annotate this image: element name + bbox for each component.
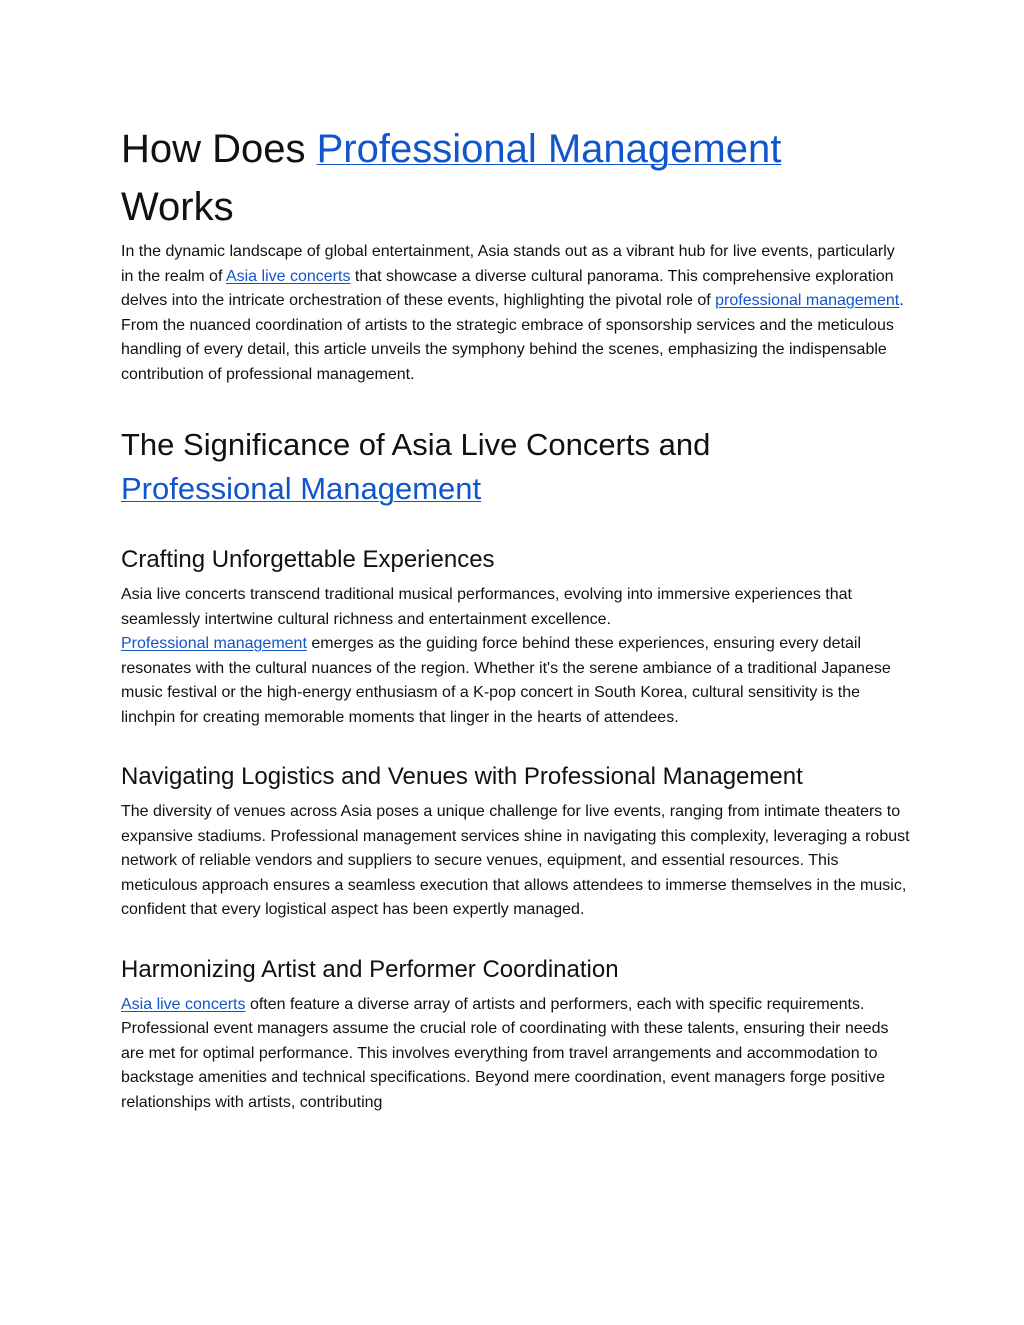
- title-prefix: How Does: [121, 127, 317, 171]
- intro-text-3: . From the nuanced coordination of artists to the strategic embrace of sponsorship services and the meticulous handling of every detail, this article unveils the symphony behind the scenes, emphasizing the indispensable contribution of professional management.: [121, 292, 904, 383]
- subsection-paragraph-1: [121, 583, 911, 730]
- subsection-3-text-1: often feature a diverse array of artists and performers, each with specific requirements. Professional event managers assume the crucial role of coordinating with these talents, ensuring their needs are met for optimal performance. This involves everything from travel arrangements and accommodation to backstage amenities and technical specifications. Beyond mere coordination, event managers forge positive relationships with artists, contributing: [121, 995, 889, 1111]
- intro-text-2: that showcase a diverse cultural panorama. This comprehensive exploration delves into the intricate orchestration of these events, highlighting the pivotal role of: [121, 267, 894, 309]
- title-suffix: Works: [121, 185, 234, 229]
- intro-link-asia-live-concerts[interactable]: Asia live concerts: [225, 267, 351, 285]
- subsection-3-link-asia-live-concerts[interactable]: Asia live concerts: [121, 995, 246, 1013]
- subsection-1-text-1: Asia live concerts transcend traditional musical performances, evolving into immersive experiences that seamlessly intertwine cultural richness and entertainment excellence.: [121, 586, 852, 628]
- subsection-paragraph-2: The diversity of venues across Asia poses a unique challenge for live events, ranging from intimate theaters to expansive stadiums. Professional management services shine in navigating this complexity, leveraging a robust network of reliable vendors and suppliers to secure venues, equipment, and essential resources. This meticulous approach ensures a seamless execution that allows attendees to immerse themselves in the music, confident that every logistical aspect has been expertly managed.: [121, 803, 910, 918]
- section-heading-link[interactable]: Professional Management: [121, 471, 482, 506]
- intro-link-professional-management[interactable]: professional management: [715, 292, 900, 309]
- page-title: [121, 120, 911, 236]
- subsection-heading-1: Crafting Unforgettable Experiences: [121, 546, 495, 573]
- subsection-paragraph-3: [121, 993, 911, 1116]
- subsection-heading-2: Navigating Logistics and Venues with Professional Management: [121, 763, 803, 790]
- section-heading-text: The Significance of Asia Live Concerts and: [121, 427, 711, 462]
- subsection-heading-3: Harmonizing Artist and Performer Coordination: [121, 955, 619, 983]
- section-heading: [121, 423, 911, 511]
- intro-paragraph: [121, 240, 911, 387]
- intro-text-1: In the dynamic landscape of global entertainment, Asia stands out as a vibrant hub for live events, particularly in the realm of: [121, 243, 895, 285]
- subsection-1-text-2: emerges as the guiding force behind these experiences, ensuring every detail resonates with the cultural nuances of the region. Whether it's the serene ambiance of a traditional Japanese music festival or the high-energy enthusiasm of a K-pop concert in South Korea, cultural sensitivity is the linchpin for creating memorable moments that linger in the hearts of attendees.: [121, 635, 891, 726]
- title-link[interactable]: Professional Management: [316, 127, 782, 171]
- subsection-1-link-professional-management[interactable]: Professional management: [121, 635, 307, 652]
- document-page: [121, 120, 911, 1115]
